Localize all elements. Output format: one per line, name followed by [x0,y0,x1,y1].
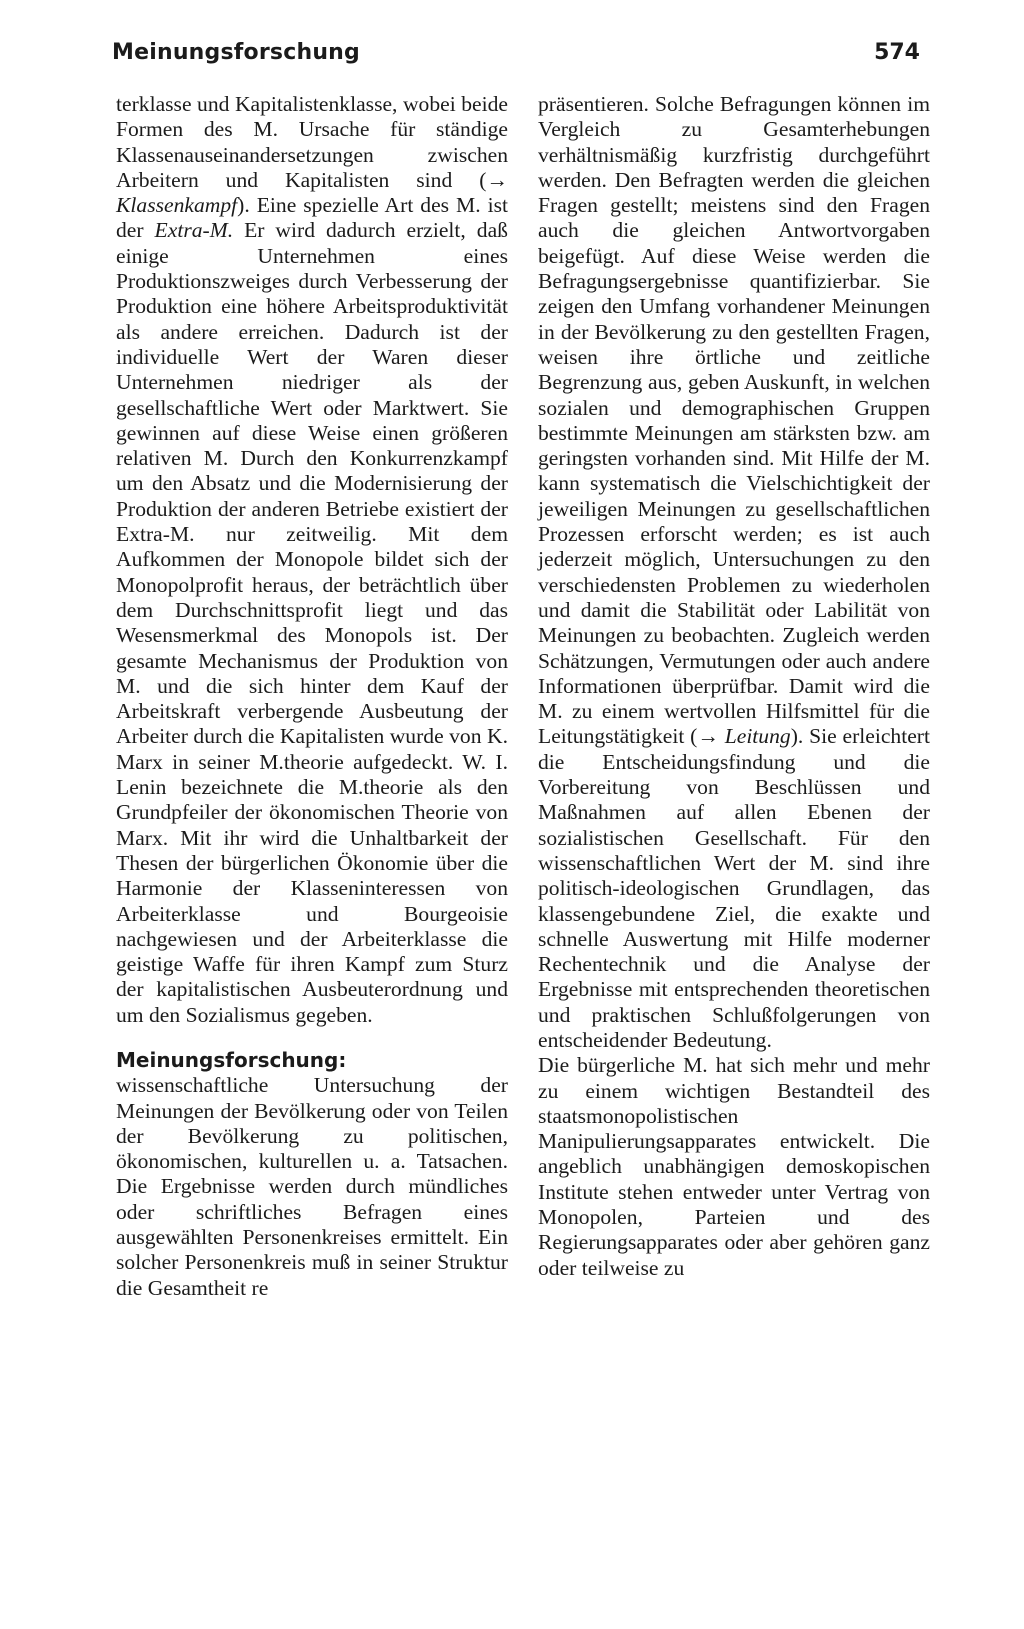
page-number: 574 [874,40,920,65]
left-column [116,92,508,1301]
right-paragraph-2: Die bürgerliche M. hat sich mehr und mehr zu einem wichtigen Bestandteil des staatsmonopolistischen Manipulierungsapparates entwickelt. Die angeblich unabhängigen demoskopischen Institute stehen entweder unter Vertrag von Monopolen, Parteien und des Regierungsapparates oder aber gehören ganz oder teilweise zu [538,1053,930,1280]
term-extra-m: Extra-M. [154,218,234,243]
entry-meinungsforschung [116,1048,508,1301]
cross-reference-klassenkampf: Klassenkampf [116,193,238,218]
text-run: Er wird dadurch erzielt, daß einige Unternehmen eines Produktionszweiges durch Verbesserung der Produktion eine höhere Arbeitsproduktivität als andere erreichen. Dadurch ist der individuelle Wert der Waren dieser Unternehmen niedriger als der gesellschaftliche Wert oder Marktwert. Sie gewinnen auf diese Weise einen größeren relativen M. Durch den Konkurrenzkampf um den Absatz und die Modernisierung der Produktion der anderen Betriebe existiert der Extra-M. nur zeitweilig. Mit dem Aufkommen der Monopole bildet sich der Monopolprofit heraus, der beträchtlich über dem Durchschnittsprofit liegt und das Wesensmerkmal des Monopols ist. Der gesamte Mechanismus der Produktion von M. und die sich hinter dem Kauf der Arbeitskraft verbergende Ausbeutung der Arbeiter durch die Kapitalisten wurde von K. Marx in seiner M.theorie aufgedeckt. W. I. Lenin bezeichnete die M.theorie als den Grundpfeiler der ökonomischen Theorie von Marx. Mit ihr wird die Unhaltbarkeit der Thesen der bürgerlichen Ökonomie über die Harmonie der Klasseninteressen von Arbeiterklasse und Bourgeoisie nachgewiesen und der Arbeiterklasse die geistige Waffe für ihren Kampf zum Sturz der kapitalistischen Ausbeuterordnung und um den Sozialismus gegeben. [116,218,508,1027]
arrow-reference-icon: → [697,724,719,749]
text-run: präsentieren. Solche Befragungen können im Vergleich zu Gesamterhebungen verhältnismäßig kurzfristig durchgeführt werden. Den Befragten werden die gleichen Fragen gestellt; meistens sind den Fragen auch die gleichen Antwortvorgaben beigefügt. Auf diese Weise werden die Befragungsergebnisse quantifizierbar. Sie zeigen den Umfang vorhandener Meinungen in der Bevölkerung zu den gestellten Fragen, weisen ihre örtliche und zeitliche Begrenzung aus, geben Auskunft, in welchen sozialen und demographischen Gruppen bestimmte Meinungen am stärksten bzw. am geringsten vorhanden sind. Mit Hilfe der M. kann systematisch die Vielschichtigkeit der jeweiligen Meinungen zu gesellschaftlichen Prozessen erforscht werden; es ist auch jederzeit möglich, Untersuchungen zu den verschiedensten Problemen zu wiederholen und damit die Stabilität oder Labilität von Meinungen zu beobachten. Zugleich werden Schätzungen, Vermutungen oder auch andere Informationen überprüfbar. Damit wird die M. zu einem wertvollen Hilfsmittel für die Leitungstätigkeit ( [538,92,930,749]
cross-reference-leitung: Leitung [724,724,791,749]
text-run: ). Sie erleichtert die Entscheidungsfindung und die Vorbereitung von Beschlüssen und Maßnahmen auf allen Ebenen der sozialistischen Gesellschaft. Für den wissenschaftlichen Wert der M. sind ihre politisch-ideologischen Grundlagen, das klassengebundene Ziel, die exakte und schnelle Auswertung mit Hilfe moderner Rechentechnik und die Analyse der Ergebnisse mit entsprechenden theoretischen und praktischen Schlußfolgerungen von entscheidender Bedeutung. [538,724,930,1052]
right-column [538,92,930,1281]
paragraph-gap [116,1028,508,1048]
entry-definition: wissenschaftliche Untersuchung der Meinungen der Bevölkerung oder von Teilen der Bevölkerung zu politischen, ökonomischen, kulturellen u. a. Tatsachen. Die Ergebnisse werden durch mündliches oder schriftliches Befragen eines ausgewählten Personenkreises ermittelt. Ein solcher Personenkreis muß in seiner Struktur die Gesamtheit re [116,1073,508,1300]
entry-headword: Meinungsforschung [116,1047,339,1072]
left-paragraph-continuation [116,92,508,1028]
headword-colon: : [338,1047,347,1072]
text-run: ). Eine spezielle Art des M. ist der [116,193,508,243]
arrow-reference-icon: → [486,167,508,192]
running-head: Meinungsforschung [112,40,360,65]
text-run: terklasse und Kapitalistenklasse, wobei beide Formen des M. Ursache für ständige Klassenauseinandersetzungen zwischen Arbeitern und Kapitalisten sind ( [116,92,508,192]
right-paragraph-1 [538,92,930,1053]
